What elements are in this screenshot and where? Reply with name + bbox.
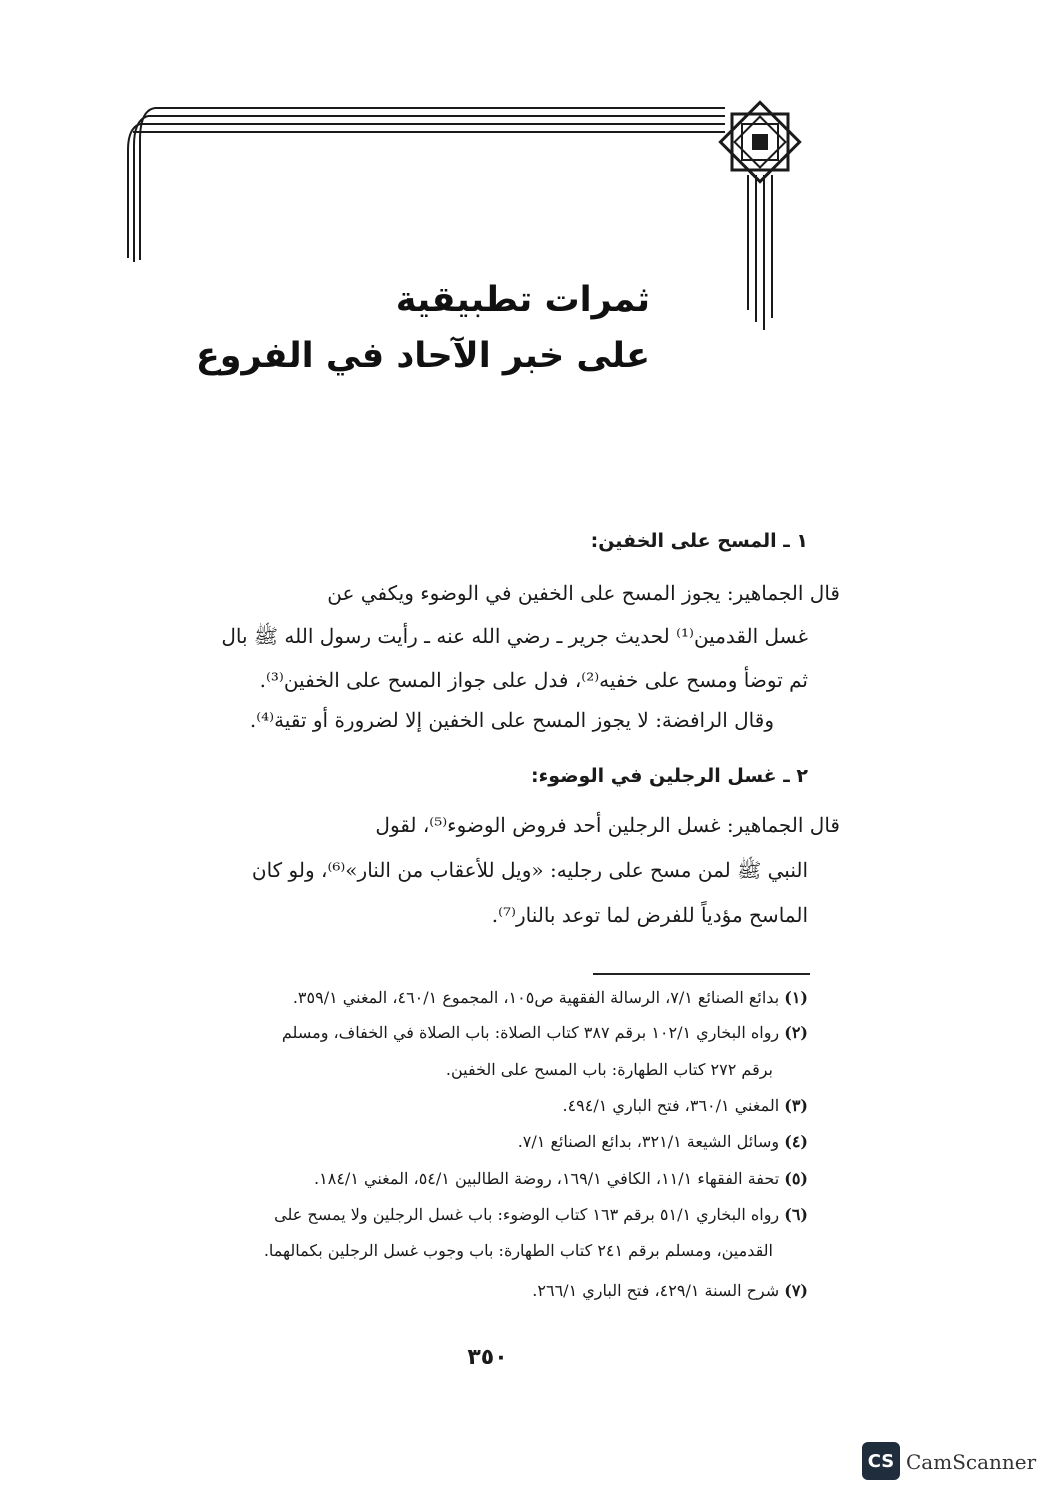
section2-line3: الماسح مؤدياً للفرض لما توعد بالنار⁽⁷⁾. [491,903,808,927]
footnote-separator [593,973,810,975]
footnote-2 [282,1025,808,1041]
footnote-text: برقم ٢٧٢ كتاب الطهارة: باب المسح على الخفين. [445,1060,773,1079]
footnote-3 [562,1098,808,1114]
footnote-number: (٥) [784,1169,808,1188]
footnote-text: شرح السنة ٤٢٩/١، فتح الباري ٢٦٦/١. [532,1281,780,1300]
footnote-number: (٤) [784,1132,808,1151]
section1-line1: قال الجماهير: يجوز المسح على الخفين في الوضوء ويكفي عن [327,581,840,605]
page-title-line2: على خبر الآحاد في الفروع [195,336,650,376]
section-heading-2: ٢ ـ غسل الرجلين في الوضوء: [530,765,808,787]
footnote-number: (٦) [784,1205,808,1224]
footnote-text: رواه البخاري ٥١/١ برقم ١٦٣ كتاب الوضوء: باب غسل الرجلين ولا يمسح على [274,1205,780,1224]
footnote-text: وسائل الشيعة ٣٢١/١، بدائع الصنائع ٧/١. [517,1132,780,1151]
page-title-line1: ثمرات تطبيقية [395,280,650,320]
section1-line2: غسل القدمين⁽¹⁾ لحديث جرير ـ رضي الله عنه ـ رأيت رسول الله ﷺ بال [221,624,808,648]
footnote-text: بدائع الصنائع ٧/١، الرسالة الفقهية ص١٠٥، المجموع ٤٦٠/١، المغني ٣٥٩/١. [292,988,780,1007]
section-heading-1: ١ ـ المسح على الخفين: [590,530,808,552]
footnote-6 [274,1207,808,1223]
section2-line2: النبي ﷺ لمن مسح على رجليه: «ويل للأعقاب من النار»⁽⁶⁾، ولو كان [251,858,808,882]
section1-line3: ثم توضأ ومسح على خفيه⁽²⁾، فدل على جواز المسح على الخفين⁽³⁾. [259,668,808,692]
footnote-number: (٣) [784,1096,808,1115]
camscanner-watermark: CamScanner [906,1450,1037,1474]
section1-line4: وقال الرافضة: لا يجوز المسح على الخفين إلا لضرورة أو تقية⁽⁴⁾. [249,708,774,732]
footnote-1 [293,990,808,1006]
footnote-text: المغني ٣٦٠/١، فتح الباري ٤٩٤/١. [562,1096,780,1115]
footnote-text: رواه البخاري ١٠٢/١ برقم ٣٨٧ كتاب الصلاة: باب الصلاة في الخفاف، ومسلم [281,1023,780,1042]
footnote-7 [532,1283,808,1299]
footnote-number: (٧) [784,1281,808,1300]
footnote-5 [314,1171,808,1187]
footnote-text: تحفة الفقهاء ١١/١، الكافي ١٦٩/١، روضة الطالبين ٥٤/١، المغني ١٨٤/١. [314,1169,780,1188]
footnote-number: (٢) [784,1023,808,1042]
camscanner-logo-icon: CS [862,1442,900,1480]
star-ornament-icon [720,102,799,181]
footnote-2-continued [446,1062,773,1078]
footnote-4 [518,1134,808,1150]
page-number: ٣٥٠ [467,1345,508,1370]
footnote-6-continued [264,1243,773,1259]
footnote-text: القدمين، ومسلم برقم ٢٤١ كتاب الطهارة: باب وجوب غسل الرجلين بكمالهما. [263,1241,773,1260]
section2-line1: قال الجماهير: غسل الرجلين أحد فروض الوضوء⁽⁵⁾، لقول [375,813,840,837]
footnote-number: (١) [784,988,808,1007]
